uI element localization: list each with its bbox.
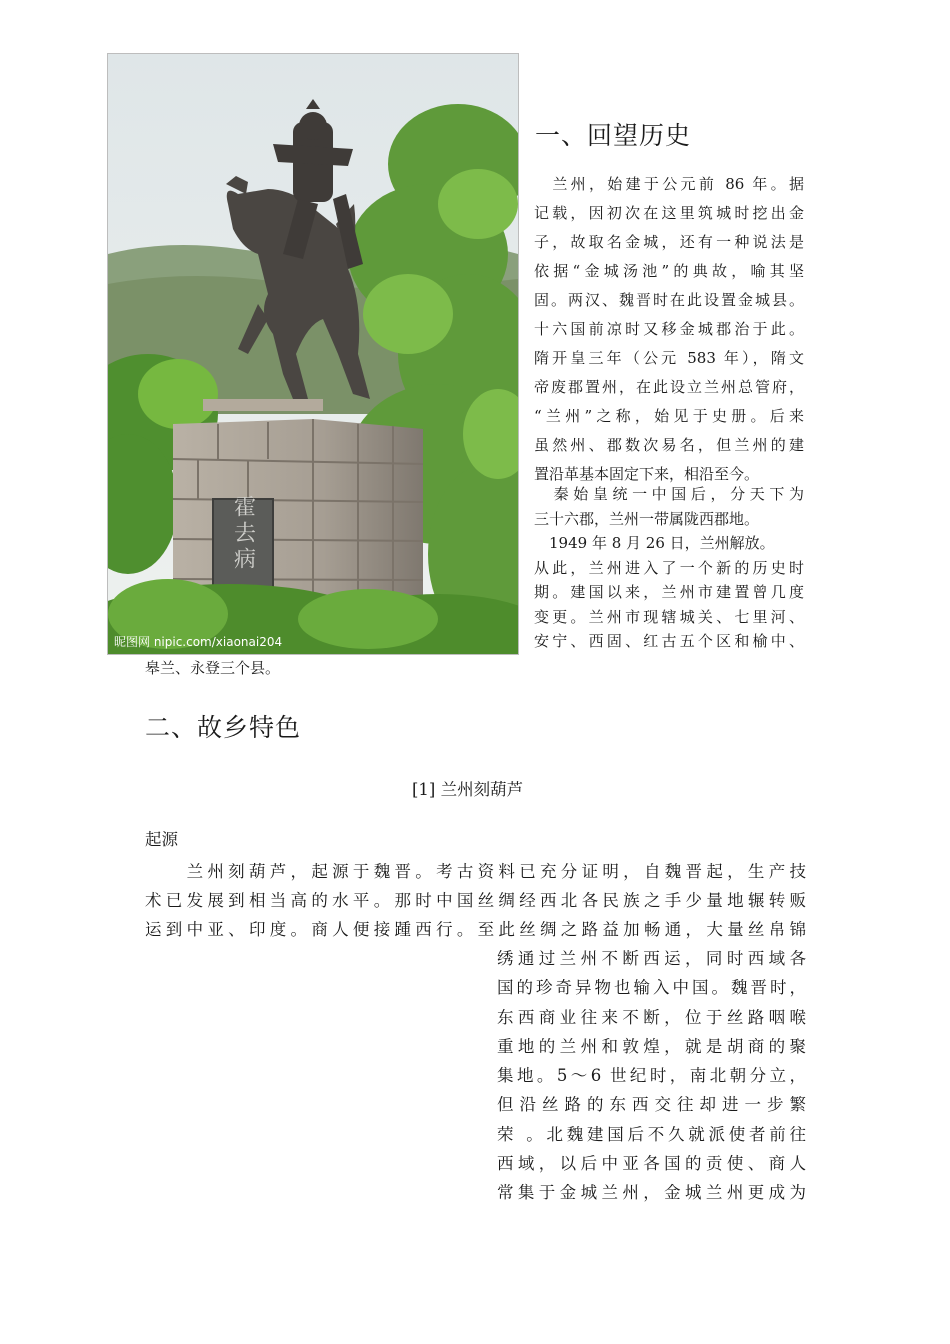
feature-subtitle [412, 776, 523, 800]
statue-photo [107, 53, 519, 655]
text-line: 1949 年 8 月 26 日，兰州解放。 [534, 534, 775, 552]
text-line: 重地的兰州和敦煌，就是胡商的聚 [497, 1036, 806, 1056]
pedestal-inscription: 霍去病 [230, 495, 256, 573]
feature-title: 兰州刻葫芦 [440, 780, 524, 799]
text-line: 但沿丝路的东西交往却进一步繁 [497, 1095, 806, 1115]
text-line: 子，故取名金城，还有一种说法是 [534, 233, 804, 251]
origin-paragraph-wide [145, 857, 806, 944]
history-paragraph-2 [534, 482, 804, 654]
text-line: 国的珍奇异物也输入中国。魏晋时， [497, 978, 806, 998]
text-line: 兰州，始建于公元前 86 年。据 [534, 175, 804, 193]
text-line: 虽然州、郡数次易名，但兰州的建 [534, 436, 804, 454]
text-line: 运到中亚、印度。商人便接踵西行。至此丝绸之路益加畅通，大量丝帛锦 [145, 920, 806, 939]
text-line: 记载，因初次在这里筑城时挖出金 [534, 204, 804, 222]
text-line: 绣通过兰州不断西运，同时西域各 [497, 949, 806, 968]
text-line: 集地。5～6 世纪时，南北朝分立， [497, 1066, 806, 1086]
text-line: 安宁、西固、红古五个区和榆中、 [534, 632, 804, 650]
text-line: 从此，兰州进入了一个新的历史时 [534, 558, 804, 577]
statue-illustration [108, 54, 518, 654]
footnote-number: [1] [412, 780, 436, 799]
text-line: 期。建国以来，兰州市建置曾几度 [534, 583, 804, 601]
section-heading-features: 二、故乡特色 [145, 713, 302, 742]
text-line: 三十六郡，兰州一带属陇西郡地。 [534, 509, 760, 528]
text-line: 隋开皇三年（公元 583 年），隋文 [534, 349, 804, 367]
history-paragraph-1 [534, 170, 804, 489]
origin-label: 起源 [145, 830, 178, 849]
section-heading-history: 一、回望历史 [535, 121, 692, 150]
history-paragraph-tail: 皋兰、永登三个县。 [145, 659, 281, 677]
origin-paragraph-narrow [497, 944, 806, 1208]
text-line: 常集于金城兰州，金城兰州更成为 [497, 1183, 806, 1203]
text-line: 固。两汉、魏晋时在此设置金城县。 [534, 291, 804, 309]
text-line: 术已发展到相当高的水平。那时中国丝绸经西北各民族之手少量地辗转贩 [145, 891, 806, 910]
text-line: 十六国前凉时又移金城郡治于此。 [534, 320, 804, 338]
text-line: “兰州”之称，始见于史册。后来 [534, 407, 804, 425]
text-line: 西域，以后中亚各国的贡使、商人 [497, 1154, 806, 1174]
text-line: 置沿革基本固定下来，相沿至今。 [534, 465, 760, 483]
text-line: 兰州刻葫芦，起源于魏晋。考古资料已充分证明，自魏晋起，生产技 [145, 862, 806, 881]
text-line: 东西商业往来不断，位于丝路咽喉 [497, 1007, 806, 1027]
text-line: 秦始皇统一中国后，分天下为 [534, 485, 804, 503]
text-line: 荣 。北魏建国后不久就派使者前往 [497, 1124, 806, 1144]
text-line: 帝废郡置州，在此设立兰州总管府， [534, 378, 804, 396]
text-line: 依据“金城汤池”的典故，喻其坚 [534, 262, 804, 280]
text-line: 变更。兰州市现辖城关、七里河、 [534, 607, 804, 626]
photo-watermark: 昵图网 nipic.com/xiaonai204 [114, 635, 283, 649]
